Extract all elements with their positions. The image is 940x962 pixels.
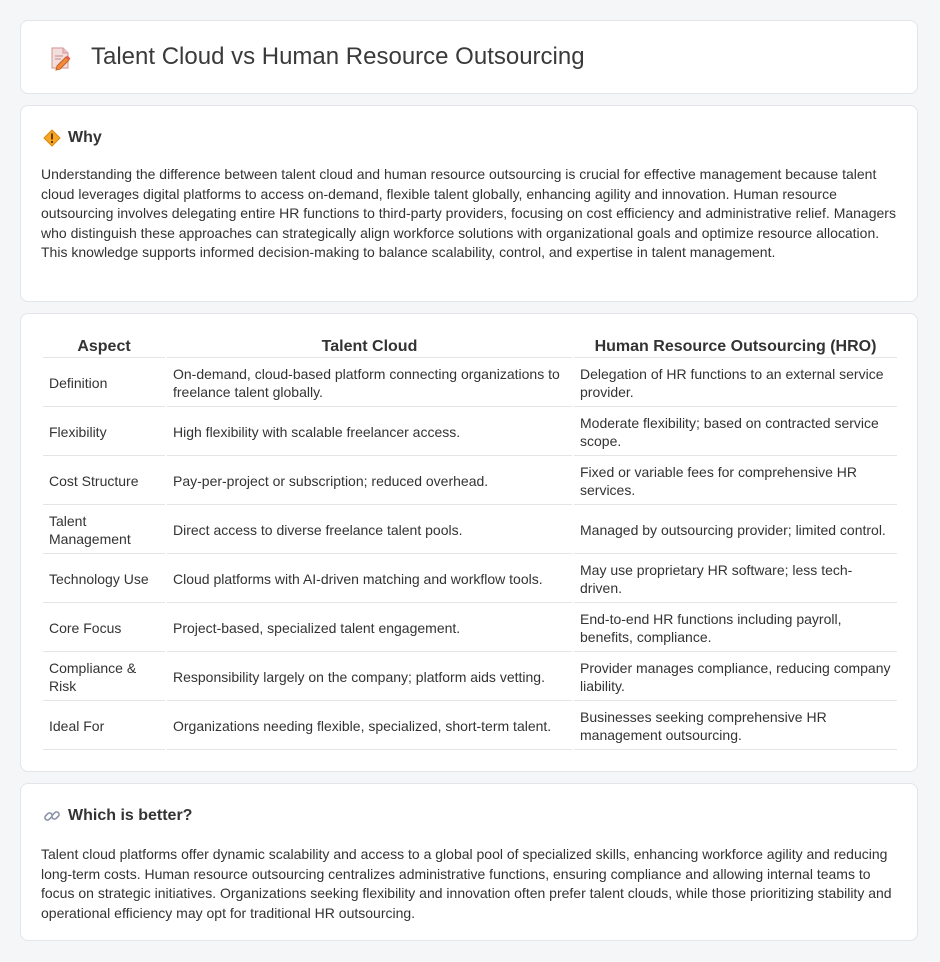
talent-cloud-cell: Cloud platforms with AI-driven matching and workflow tools. xyxy=(167,556,572,603)
table-header-row xyxy=(43,337,897,358)
talent-cloud-cell: On-demand, cloud-based platform connecting organizations to freelance talent globally. xyxy=(167,360,572,407)
talent-cloud-cell: High flexibility with scalable freelancer access. xyxy=(167,409,572,456)
better-heading-label: Which is better? xyxy=(68,807,193,824)
table-row xyxy=(43,556,897,603)
hro-cell: Businesses seeking comprehensive HR management outsourcing. xyxy=(574,703,897,750)
table-row xyxy=(43,507,897,554)
diamond-warning-icon xyxy=(43,129,61,147)
aspect-cell: Cost Structure xyxy=(43,458,165,505)
comparison-card xyxy=(20,313,918,772)
header-hro: Human Resource Outsourcing (HRO) xyxy=(574,337,897,358)
aspect-cell: Ideal For xyxy=(43,703,165,750)
table-row xyxy=(43,360,897,407)
header-talent-cloud: Talent Cloud xyxy=(167,337,572,358)
table-row xyxy=(43,703,897,750)
title-card xyxy=(20,20,918,94)
aspect-cell: Technology Use xyxy=(43,556,165,603)
page-title: Talent Cloud vs Human Resource Outsourcing xyxy=(91,43,585,70)
table-row xyxy=(43,654,897,701)
hro-cell: May use proprietary HR software; less tech-driven. xyxy=(574,556,897,603)
hro-cell: Moderate flexibility; based on contracted service scope. xyxy=(574,409,897,456)
comparison-table xyxy=(41,335,899,752)
talent-cloud-cell: Responsibility largely on the company; platform aids vetting. xyxy=(167,654,572,701)
why-heading-label: Why xyxy=(68,129,102,146)
why-heading xyxy=(43,128,102,148)
better-paragraph: Talent cloud platforms offer dynamic scalability and access to a global pool of specialized skills, enhancing workforce agility and reducing long-term costs. Human resource outsourcing centralizes administrative functions, ensuring compliance and allowing internal teams to focus on strategic initiatives. Organizations seeking flexibility and innovation often prefer talent clouds, while those prioritizing stability and operational efficiency may opt for traditional HR outsourcing. xyxy=(41,846,892,921)
hro-cell: Managed by outsourcing provider; limited control. xyxy=(574,507,897,554)
aspect-cell: Compliance & Risk xyxy=(43,654,165,701)
hro-cell: End-to-end HR functions including payroll, benefits, compliance. xyxy=(574,605,897,652)
aspect-cell: Core Focus xyxy=(43,605,165,652)
table-row xyxy=(43,458,897,505)
talent-cloud-cell: Project-based, specialized talent engagement. xyxy=(167,605,572,652)
better-heading xyxy=(43,806,192,826)
aspect-cell: Flexibility xyxy=(43,409,165,456)
talent-cloud-cell: Pay-per-project or subscription; reduced overhead. xyxy=(167,458,572,505)
which-is-better-section xyxy=(20,783,918,941)
table-row xyxy=(43,605,897,652)
why-section xyxy=(20,105,918,302)
link-icon xyxy=(43,807,61,825)
why-paragraph: Understanding the difference between talent cloud and human resource outsourcing is crucial for effective management because talent cloud leverages digital platforms to access on-demand, flexible talent globally, enhancing agility and innovation. Human resource outsourcing involves delegating entire HR functions to third-party providers, focusing on cost efficiency and administrative relief. Managers who distinguish these approaches can strategically align workforce solutions with organizational goals and optimize resource allocation. This knowledge supports informed decision-making to balance scalability, control, and expertise in talent management. xyxy=(41,166,896,260)
hro-cell: Fixed or variable fees for comprehensive HR services. xyxy=(574,458,897,505)
header-aspect: Aspect xyxy=(43,337,165,358)
hro-cell: Delegation of HR functions to an external service provider. xyxy=(574,360,897,407)
aspect-cell: Definition xyxy=(43,360,165,407)
table-row xyxy=(43,409,897,456)
document-pencil-icon xyxy=(47,45,73,71)
hro-cell: Provider manages compliance, reducing company liability. xyxy=(574,654,897,701)
talent-cloud-cell: Organizations needing flexible, specialized, short-term talent. xyxy=(167,703,572,750)
aspect-cell: Talent Management xyxy=(43,507,165,554)
talent-cloud-cell: Direct access to diverse freelance talent pools. xyxy=(167,507,572,554)
